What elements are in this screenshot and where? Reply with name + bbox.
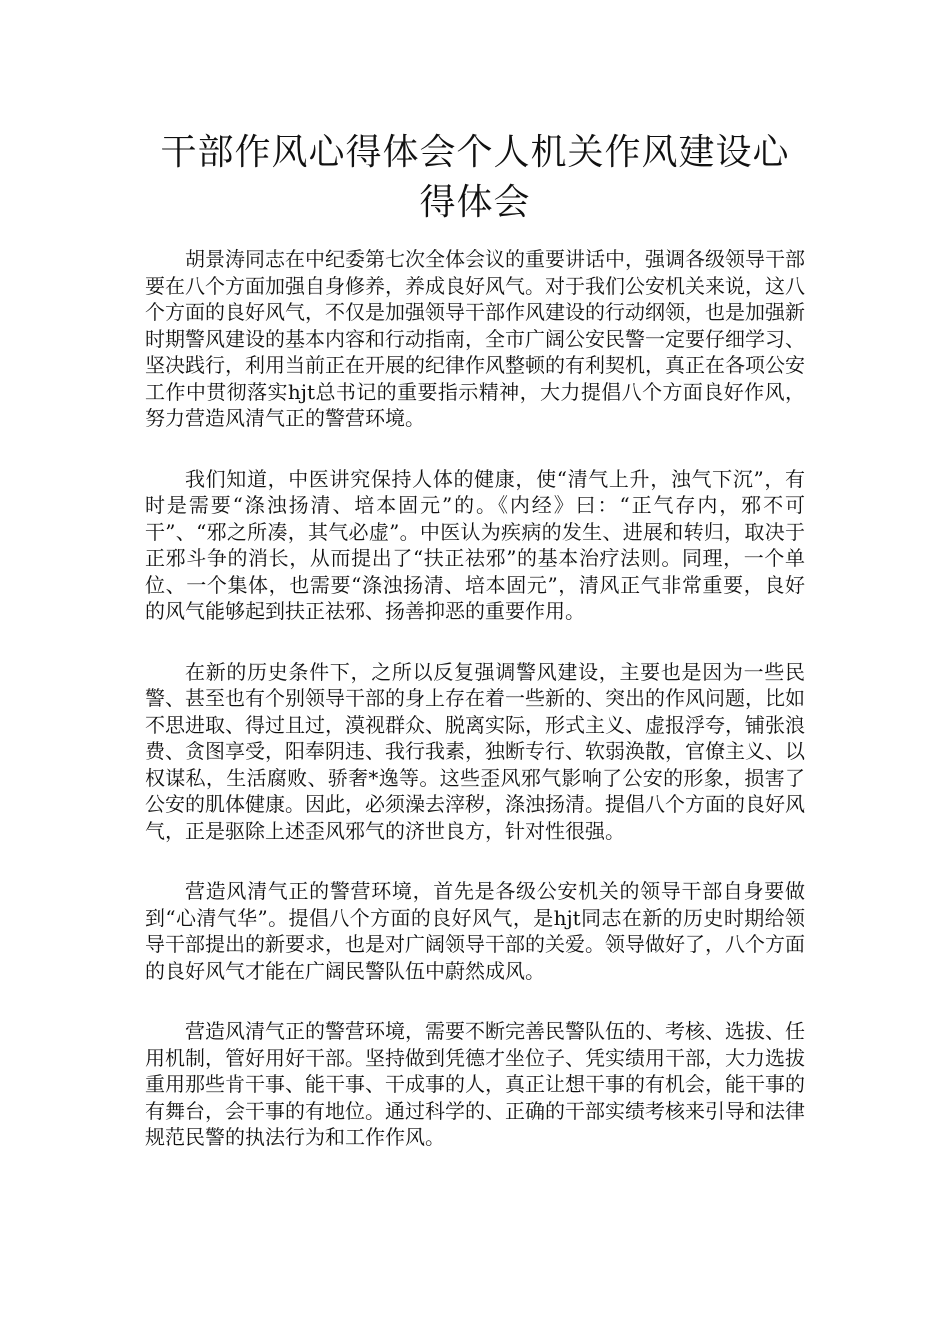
paragraph: 营造风清气正的警营环境，首先是各级公安机关的领导干部自身要做到“心清气华”。提倡八个方面的良好风气，是hjt同志在新的历史时期给领导干部提出的新要求，也是对广阔领导干部的关爱。领导做好了，八个方面的良好风气才能在广阔民警队伍中蔚然成风。 — [145, 879, 805, 983]
paragraph: 营造风清气正的警营环境，需要不断完善民警队伍的、考核、选拔、任用机制，管好用好干部。坚持做到凭德才坐位子、凭实绩用干部，大力选拔重用那些肯干事、能干事、干成事的人，真正让想干事的有机会，能干事的有舞台，会干事的有地位。通过科学的、正确的干部实绩考核来引导和法律规范民警的执法行为和工作作风。 — [145, 1019, 805, 1149]
paragraph: 在新的历史条件下，之所以反复强调警风建设，主要也是因为一些民警、甚至也有个别领导干部的身上存在着一些新的、突出的作风问题，比如不思进取、得过且过，漠视群众、脱离实际，形式主义、虚报浮夸，铺张浪费、贪图享受，阳奉阴违、我行我素，独断专行、软弱涣散，官僚主义、以权谋私，生活腐败、骄奢*逸等。这些歪风邪气影响了公安的形象，损害了公安的肌体健康。因此，必须澡去滓秽，涤浊扬清。提倡八个方面的良好风气，正是驱除上述歪风邪气的济世良方，针对性很强。 — [145, 659, 805, 843]
document-body — [145, 246, 805, 1185]
paragraph: 胡景涛同志在中纪委第七次全体会议的重要讲话中，强调各级领导干部要在八个方面加强自身修养，养成良好风气。对于我们公安机关来说，这八个方面的良好风气，不仅是加强领导干部作风建设的行动纲领，也是加强新时期警风建设的基本内容和行动指南，全市广阔公安民警一定要仔细学习、坚决践行，利用当前正在开展的纪律作风整顿的有利契机，真正在各项公安工作中贯彻落实hjt总书记的重要指示精神，大力提倡八个方面良好作风，努力营造风清气正的警营环境。 — [145, 247, 805, 430]
document-title: 干部作风心得体会个人机关作风建设心得体会 — [160, 132, 790, 223]
paragraph: 我们知道，中医讲究保持人体的健康，使“清气上升，浊气下沉”，有时是需要“涤浊扬清、培本固元”的。《内经》曰：“正气存内，邪不可干”、“邪之所凑，其气必虚”。中医认为疾病的发生、进展和转归，取决于正邪斗争的消长，从而提出了“扶正祛邪”的基本治疗法则。同理，一个单位、一个集体，也需要“涤浊扬清、培本固元”，清风正气非常重要，良好的风气能够起到扶正祛邪、扬善抑恶的重要作用。 — [145, 466, 805, 623]
